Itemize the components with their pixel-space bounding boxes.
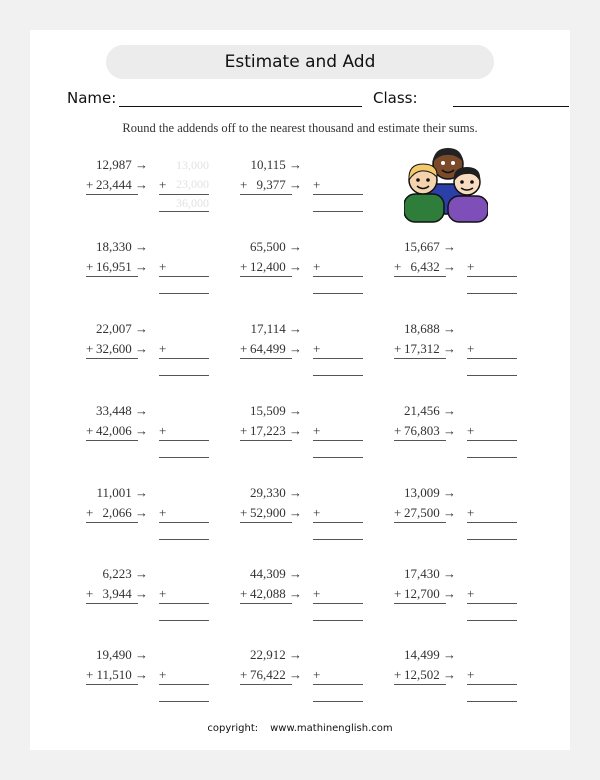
addend-bottom xyxy=(250,423,302,439)
addend-top xyxy=(96,485,148,501)
sum-line xyxy=(394,276,446,277)
plus-sign: + xyxy=(394,259,402,274)
arrow-icon: → xyxy=(135,667,148,682)
estimate-plus-sign: + xyxy=(313,259,321,274)
addend-bottom-value: 42,006 xyxy=(96,423,132,438)
problem-1-1 xyxy=(86,157,236,237)
addend-bottom-value: 16,951 xyxy=(96,259,132,274)
addend-top xyxy=(404,239,456,255)
arrow-icon: → xyxy=(443,586,456,601)
estimate-answer-line[interactable] xyxy=(313,522,363,523)
problem-7-1 xyxy=(86,647,236,727)
addend-top xyxy=(250,239,302,255)
arrow-icon: → xyxy=(289,485,302,500)
estimate-answer-line[interactable] xyxy=(159,276,209,277)
arrow-icon: → xyxy=(443,259,456,274)
arrow-icon: → xyxy=(289,177,302,192)
addend-bottom-value: 52,900 xyxy=(250,505,286,520)
plus-sign: + xyxy=(86,423,94,438)
addend-top xyxy=(404,647,456,663)
plus-sign: + xyxy=(86,586,94,601)
problem-3-3 xyxy=(394,321,544,401)
estimate-plus-sign: + xyxy=(159,586,167,601)
sum-line xyxy=(240,684,292,685)
arrow-icon: → xyxy=(289,586,302,601)
plus-sign: + xyxy=(240,177,248,192)
addend-top-value: 29,330 xyxy=(250,485,286,500)
estimate-sum-line[interactable] xyxy=(467,293,517,294)
sum-line xyxy=(240,440,292,441)
problem-5-2 xyxy=(240,485,390,565)
addend-top xyxy=(404,566,456,582)
problem-5-1 xyxy=(86,485,236,565)
addend-bottom xyxy=(404,505,456,521)
addend-bottom-value: 6,432 xyxy=(410,259,440,274)
arrow-icon: → xyxy=(289,423,302,438)
sum-line xyxy=(394,358,446,359)
addend-bottom xyxy=(103,505,149,521)
estimate-sum-line[interactable] xyxy=(467,457,517,458)
addend-top xyxy=(96,403,148,419)
addend-bottom-value: 42,088 xyxy=(250,586,286,601)
plus-sign: + xyxy=(240,423,248,438)
copyright-label: copyright: xyxy=(207,723,259,734)
addend-top-value: 18,330 xyxy=(96,239,132,254)
estimate-plus-sign: + xyxy=(467,586,475,601)
estimate-answer-line[interactable] xyxy=(159,603,209,604)
estimate-plus-sign: + xyxy=(467,259,475,274)
plus-sign: + xyxy=(240,586,248,601)
addend-top xyxy=(250,157,302,173)
problem-7-3 xyxy=(394,647,544,727)
arrow-icon: → xyxy=(135,566,148,581)
copyright-site-link[interactable]: www.mathinenglish.com xyxy=(270,723,393,734)
addend-bottom-value: 27,500 xyxy=(404,505,440,520)
class-label: Class: xyxy=(373,89,418,107)
estimate-sum-line[interactable] xyxy=(313,539,363,540)
addend-bottom-value: 12,700 xyxy=(404,586,440,601)
estimate-answer-line[interactable] xyxy=(313,440,363,441)
estimate-answer-line[interactable] xyxy=(313,194,363,195)
sum-line xyxy=(394,522,446,523)
worksheet-page xyxy=(30,30,570,750)
estimate-sum-line[interactable] xyxy=(313,293,363,294)
arrow-icon: → xyxy=(135,239,148,254)
arrow-icon: → xyxy=(135,157,148,172)
arrow-icon: → xyxy=(135,423,148,438)
plus-sign: + xyxy=(394,423,402,438)
addend-bottom-value: 12,502 xyxy=(404,667,440,682)
addend-top-value: 33,448 xyxy=(96,403,132,418)
addend-bottom xyxy=(250,667,302,683)
arrow-icon: → xyxy=(135,485,148,500)
addend-top xyxy=(96,647,148,663)
estimate-plus-sign: + xyxy=(159,423,167,438)
estimate-answer-line[interactable] xyxy=(467,603,517,604)
problem-2-2 xyxy=(240,239,390,319)
sum-line xyxy=(240,358,292,359)
addend-top-value: 22,912 xyxy=(250,647,286,662)
addend-bottom xyxy=(257,177,303,193)
estimate-answer-line[interactable] xyxy=(313,276,363,277)
estimate-answer-line[interactable] xyxy=(313,684,363,685)
page-title xyxy=(106,45,494,79)
addend-top-value: 21,456 xyxy=(404,403,440,418)
arrow-icon: → xyxy=(443,341,456,356)
addend-top-value: 17,430 xyxy=(404,566,440,581)
arrow-icon: → xyxy=(289,321,302,336)
problem-3-1 xyxy=(86,321,236,401)
estimate-plus-sign: + xyxy=(159,505,167,520)
three-children-icon xyxy=(404,144,488,224)
addend-bottom xyxy=(250,586,302,602)
estimate-sum-line[interactable] xyxy=(159,457,209,458)
addend-bottom xyxy=(103,586,149,602)
addend-bottom xyxy=(404,586,456,602)
addend-bottom-value: 76,803 xyxy=(404,423,440,438)
plus-sign: + xyxy=(394,505,402,520)
estimate-plus-sign: + xyxy=(313,177,321,192)
sum-line xyxy=(394,603,446,604)
problem-3-2 xyxy=(240,321,390,401)
arrow-icon: → xyxy=(443,239,456,254)
addend-top-value: 44,309 xyxy=(250,566,286,581)
problem-7-2 xyxy=(240,647,390,727)
sum-line xyxy=(86,440,138,441)
estimate-answer-line[interactable] xyxy=(467,522,517,523)
estimate-plus-sign: + xyxy=(159,341,167,356)
estimate-answer-line[interactable] xyxy=(467,276,517,277)
estimate-plus-sign: + xyxy=(313,667,321,682)
estimate-answer-line[interactable] xyxy=(467,440,517,441)
estimate-answer-line[interactable] xyxy=(159,440,209,441)
sum-line xyxy=(86,276,138,277)
plus-sign: + xyxy=(394,586,402,601)
estimate-sum-line[interactable] xyxy=(467,620,517,621)
plus-sign: + xyxy=(86,505,94,520)
plus-sign: + xyxy=(240,667,248,682)
arrow-icon: → xyxy=(289,403,302,418)
addend-bottom-value: 76,422 xyxy=(250,667,286,682)
sum-line xyxy=(86,522,138,523)
estimate-plus-sign: + xyxy=(313,505,321,520)
estimate-answer-line[interactable] xyxy=(467,684,517,685)
sum-line xyxy=(240,276,292,277)
estimate-sum-line[interactable] xyxy=(159,620,209,621)
addend-top xyxy=(250,403,302,419)
addend-bottom-value: 17,223 xyxy=(250,423,286,438)
plus-sign: + xyxy=(86,341,94,356)
arrow-icon: → xyxy=(443,485,456,500)
problem-4-2 xyxy=(240,403,390,483)
estimate-answer-line[interactable] xyxy=(159,522,209,523)
plus-sign: + xyxy=(240,505,248,520)
estimate-answer-line[interactable] xyxy=(313,603,363,604)
arrow-icon: → xyxy=(135,321,148,336)
addend-top xyxy=(250,485,302,501)
plus-sign: + xyxy=(240,341,248,356)
estimate-plus-sign: + xyxy=(467,423,475,438)
estimate-answer-line[interactable] xyxy=(467,358,517,359)
estimate-sum-line[interactable] xyxy=(159,701,209,702)
arrow-icon: → xyxy=(289,157,302,172)
estimate-plus-sign: + xyxy=(467,505,475,520)
problem-4-1 xyxy=(86,403,236,483)
plus-sign: + xyxy=(240,259,248,274)
estimate-sum-line[interactable] xyxy=(313,375,363,376)
estimate-sum-line[interactable] xyxy=(159,293,209,294)
addend-top-value: 13,009 xyxy=(404,485,440,500)
addend-top-value: 11,001 xyxy=(96,485,132,500)
addend-top xyxy=(250,566,302,582)
arrow-icon: → xyxy=(443,566,456,581)
addend-bottom-value: 2,066 xyxy=(102,505,132,520)
addend-bottom-value: 3,944 xyxy=(102,586,132,601)
class-field[interactable] xyxy=(453,106,569,107)
arrow-icon: → xyxy=(135,403,148,418)
addend-top xyxy=(96,321,148,337)
addend-bottom-value: 17,312 xyxy=(404,341,440,356)
estimate-plus-sign: + xyxy=(313,586,321,601)
addend-top-value: 15,667 xyxy=(404,239,440,254)
addend-bottom-value: 11,510 xyxy=(96,667,132,682)
addend-top xyxy=(404,403,456,419)
addend-bottom-value: 12,400 xyxy=(250,259,286,274)
arrow-icon: → xyxy=(135,259,148,274)
sum-line xyxy=(86,603,138,604)
arrow-icon: → xyxy=(289,667,302,682)
addend-bottom xyxy=(96,341,148,357)
addend-top xyxy=(250,647,302,663)
problem-1-2 xyxy=(240,157,390,237)
estimate-sum-line[interactable] xyxy=(313,211,363,212)
arrow-icon: → xyxy=(135,586,148,601)
estimate-answer-line[interactable] xyxy=(313,358,363,359)
arrow-icon: → xyxy=(443,321,456,336)
addend-bottom-value: 32,600 xyxy=(96,341,132,356)
addend-bottom-value: 9,377 xyxy=(256,177,286,192)
addend-top-value: 14,499 xyxy=(404,647,440,662)
plus-sign: + xyxy=(86,667,94,682)
addend-bottom xyxy=(250,259,302,275)
arrow-icon: → xyxy=(135,341,148,356)
estimate-sum-line[interactable] xyxy=(313,701,363,702)
addend-top xyxy=(96,239,148,255)
addend-top-value: 19,490 xyxy=(96,647,132,662)
arrow-icon: → xyxy=(443,403,456,418)
arrow-icon: → xyxy=(443,505,456,520)
problem-2-1 xyxy=(86,239,236,319)
addend-bottom xyxy=(250,341,302,357)
estimate-sum-line[interactable] xyxy=(467,539,517,540)
addend-bottom xyxy=(404,423,456,439)
addend-top-value: 6,223 xyxy=(102,566,132,581)
estimate-plus-sign: + xyxy=(467,667,475,682)
addend-top xyxy=(250,321,302,337)
estimate-sum-line[interactable] xyxy=(159,211,209,212)
plus-sign: + xyxy=(394,667,402,682)
estimate-plus-sign: + xyxy=(159,667,167,682)
arrow-icon: → xyxy=(289,505,302,520)
addend-bottom xyxy=(96,177,148,193)
arrow-icon: → xyxy=(289,239,302,254)
estimate-sum-line[interactable] xyxy=(467,375,517,376)
addend-top xyxy=(404,321,456,337)
example-estimate-b: 23,000 xyxy=(176,177,209,191)
problem-2-3 xyxy=(394,239,544,319)
estimate-sum-line[interactable] xyxy=(313,620,363,621)
addend-top xyxy=(404,485,456,501)
sum-line xyxy=(240,522,292,523)
name-field[interactable] xyxy=(119,106,362,107)
addend-top-value: 12,987 xyxy=(96,157,132,172)
estimate-plus-sign: + xyxy=(313,423,321,438)
addend-bottom-value: 64,499 xyxy=(250,341,286,356)
problem-4-3 xyxy=(394,403,544,483)
sum-line xyxy=(394,440,446,441)
arrow-icon: → xyxy=(135,177,148,192)
addend-bottom xyxy=(411,259,457,275)
arrow-icon: → xyxy=(443,667,456,682)
sum-line xyxy=(394,684,446,685)
arrow-icon: → xyxy=(289,647,302,662)
arrow-icon: → xyxy=(443,647,456,662)
plus-sign: + xyxy=(86,259,94,274)
addend-bottom xyxy=(96,667,148,683)
estimate-sum-line[interactable] xyxy=(313,457,363,458)
estimate-answer-line[interactable] xyxy=(159,194,209,195)
plus-sign: + xyxy=(86,177,94,192)
example-estimate-sum: 36,000 xyxy=(176,196,209,210)
arrow-icon: → xyxy=(135,647,148,662)
footer xyxy=(30,723,570,734)
addend-bottom xyxy=(250,505,302,521)
addend-bottom xyxy=(404,667,456,683)
estimate-plus-sign: + xyxy=(159,177,167,192)
addend-top-value: 15,509 xyxy=(250,403,286,418)
sum-line xyxy=(86,684,138,685)
estimate-answer-line[interactable] xyxy=(159,684,209,685)
plus-sign: + xyxy=(394,341,402,356)
problem-6-1 xyxy=(86,566,236,646)
sum-line xyxy=(240,194,292,195)
addend-bottom-value: 23,444 xyxy=(96,177,132,192)
example-estimate-a: 13,000 xyxy=(176,158,209,172)
estimate-plus-sign: + xyxy=(159,259,167,274)
addend-top-value: 10,115 xyxy=(250,157,286,172)
sum-line xyxy=(86,194,138,195)
problem-5-3 xyxy=(394,485,544,565)
estimate-sum-line[interactable] xyxy=(159,375,209,376)
arrow-icon: → xyxy=(289,566,302,581)
arrow-icon: → xyxy=(289,341,302,356)
estimate-plus-sign: + xyxy=(467,341,475,356)
sum-line xyxy=(240,603,292,604)
addend-bottom xyxy=(96,259,148,275)
sum-line xyxy=(86,358,138,359)
title-text: Estimate and Add xyxy=(224,52,376,72)
estimate-plus-sign: + xyxy=(313,341,321,356)
estimate-sum-line[interactable] xyxy=(467,701,517,702)
arrow-icon: → xyxy=(135,505,148,520)
addend-top-value: 65,500 xyxy=(250,239,286,254)
estimate-sum-line[interactable] xyxy=(159,539,209,540)
problem-6-3 xyxy=(394,566,544,646)
addend-top-value: 17,114 xyxy=(250,321,286,336)
problem-6-2 xyxy=(240,566,390,646)
addend-top xyxy=(103,566,149,582)
name-label: Name: xyxy=(67,89,117,107)
addend-top xyxy=(96,157,148,173)
arrow-icon: → xyxy=(443,423,456,438)
addend-top-value: 22,007 xyxy=(96,321,132,336)
estimate-answer-line[interactable] xyxy=(159,358,209,359)
instructions: Round the addends off to the nearest thousand and estimate their sums. xyxy=(122,121,478,135)
addend-top-value: 18,688 xyxy=(404,321,440,336)
addend-bottom xyxy=(96,423,148,439)
addend-bottom xyxy=(404,341,456,357)
arrow-icon: → xyxy=(289,259,302,274)
